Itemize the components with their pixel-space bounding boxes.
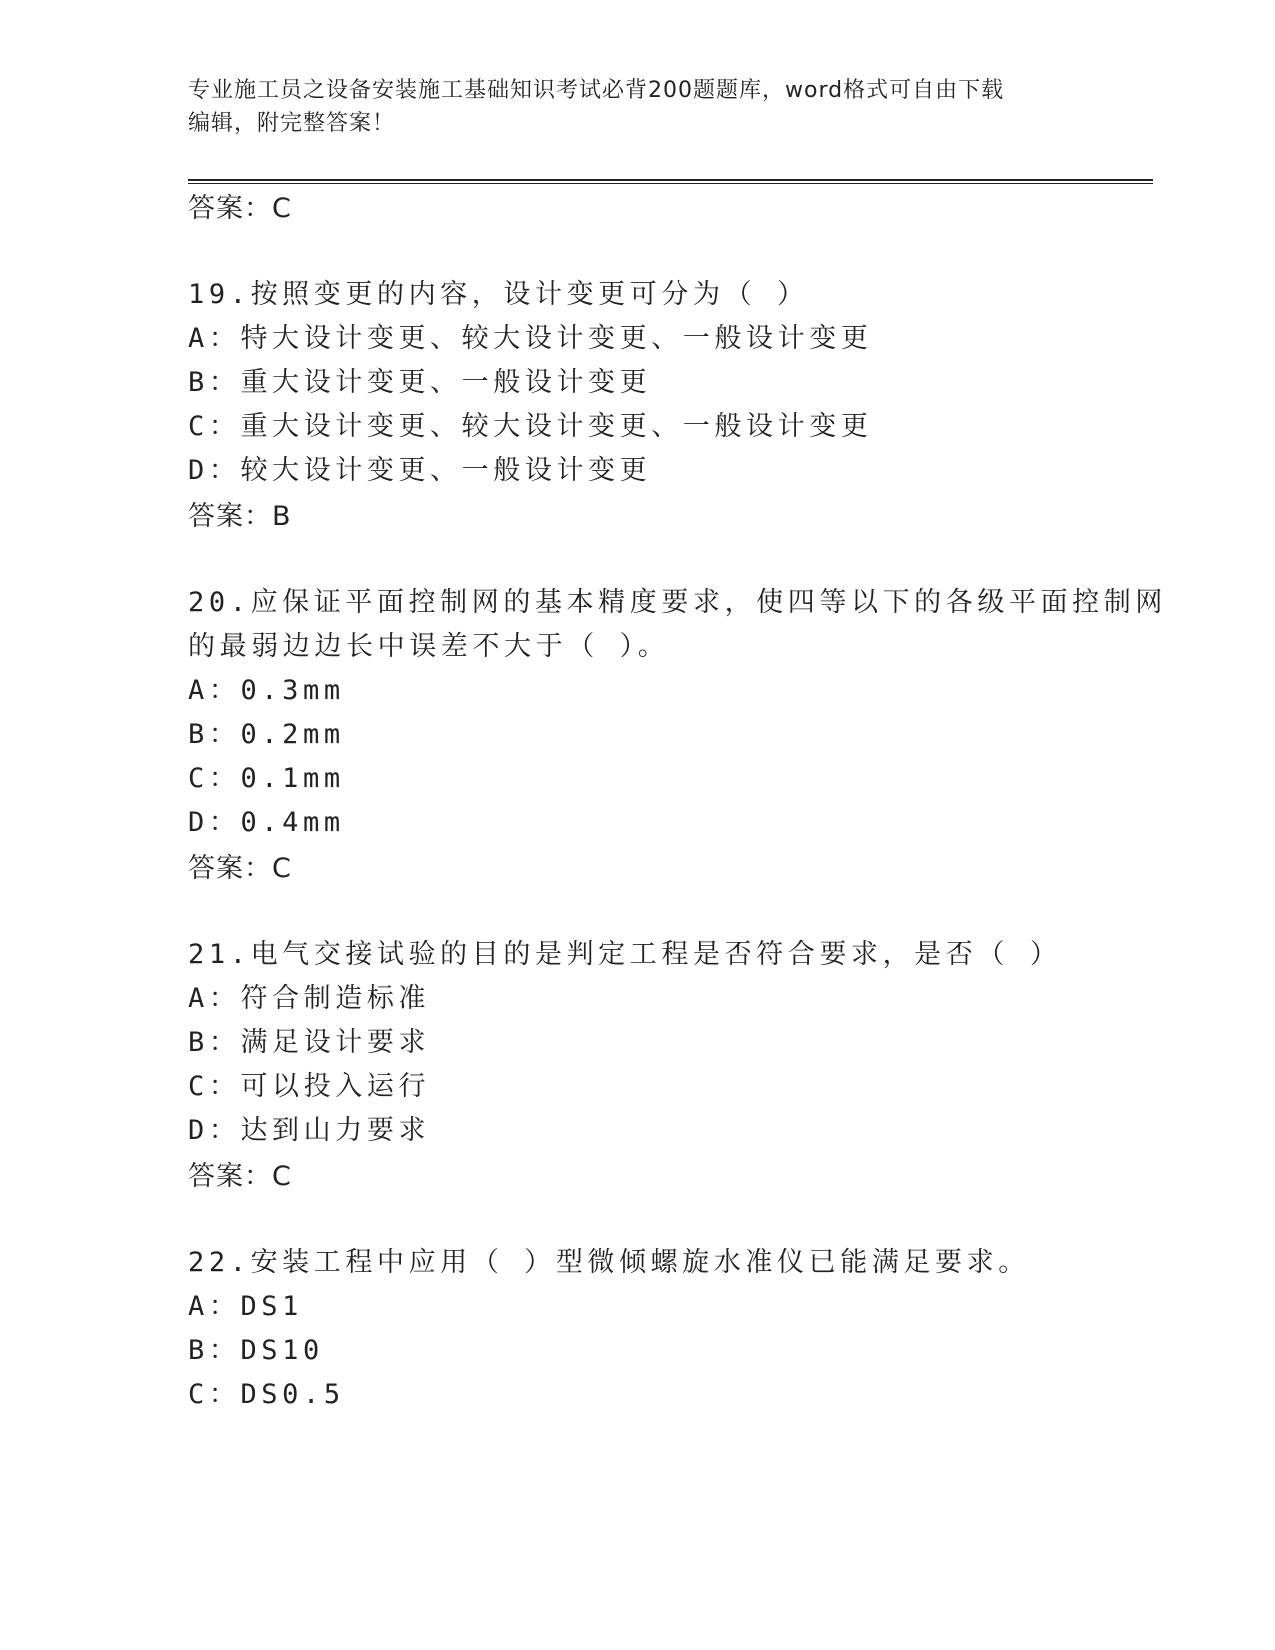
option-b: B：满足设计要求: [188, 1027, 431, 1058]
answer-line: 答案：C: [188, 193, 292, 224]
option-a: A：0.3mm: [188, 675, 345, 706]
question-stem: 22.安装工程中应用（ ）型微倾螺旋水准仪已能满足要求。: [188, 1247, 1030, 1278]
option-c: C：0.1mm: [188, 763, 345, 794]
option-d: D：达到山力要求: [188, 1115, 431, 1146]
option-b: B：DS10: [188, 1335, 324, 1366]
option-c: C：重大设计变更、较大设计变更、一般设计变更: [188, 411, 873, 442]
option-d: D：0.4mm: [188, 807, 345, 838]
header-divider: [188, 179, 1153, 181]
question-stem: 20.应保证平面控制网的基本精度要求，使四等以下的各级平面控制网: [188, 587, 1167, 618]
answer-line: 答案：C: [188, 1161, 292, 1192]
option-b: B：重大设计变更、一般设计变更: [188, 367, 652, 398]
header-divider-thin: [188, 183, 1153, 184]
answer-line: 答案：B: [188, 501, 292, 532]
question-stem: 19.按照变更的内容，设计变更可分为（ ）: [188, 279, 809, 310]
option-d: D：较大设计变更、一般设计变更: [188, 455, 652, 486]
option-c: C：DS0.5: [188, 1379, 345, 1410]
option-a: A：特大设计变更、较大设计变更、一般设计变更: [188, 323, 873, 354]
question-stem-continued: 的最弱边边长中误差不大于（ ）。: [188, 631, 670, 662]
question-stem: 21.电气交接试验的目的是判定工程是否符合要求，是否（ ）: [188, 939, 1062, 970]
option-a: A：符合制造标准: [188, 983, 431, 1014]
header-line-1: 专业施工员之设备安装施工基础知识考试必背200题题库，word格式可自由下载: [188, 78, 1005, 103]
answer-line: 答案：C: [188, 853, 292, 884]
header-line-2: 编辑，附完整答案！: [188, 111, 396, 136]
option-b: B：0.2mm: [188, 719, 345, 750]
document-header: [188, 74, 1088, 140]
option-a: A：DS1: [188, 1291, 304, 1322]
option-c: C：可以投入运行: [188, 1071, 431, 1102]
